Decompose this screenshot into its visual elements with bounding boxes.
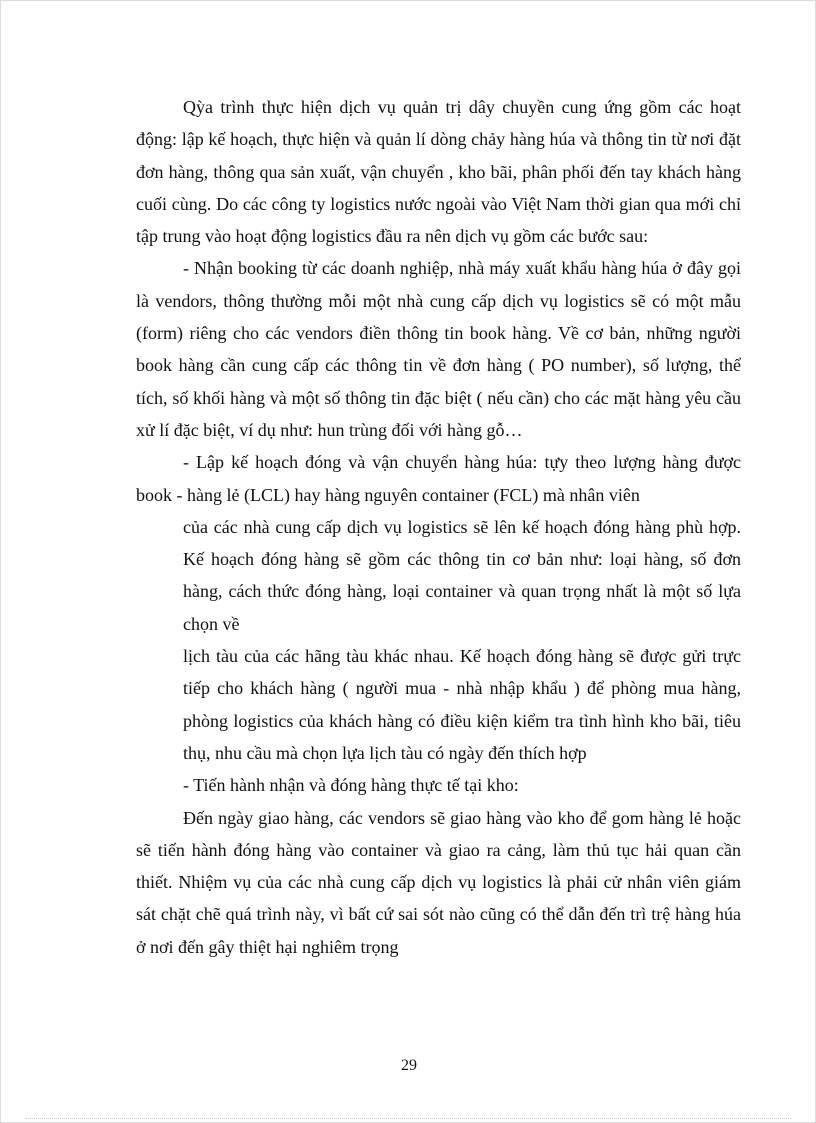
paragraph-delivery: Đến ngày giao hàng, các vendors sẽ giao hàng vào kho để gom hàng lẻ hoặc sẽ tiến hành đóng hàng vào container và giao ra cảng, làm thủ tục hải quan cần thiết. Nhiệm vụ của các nhà cung cấp dịch vụ logistics là phải cử nhân viên giám sát chặt chẽ quá trình này, vì bất cứ sai sót nào cũng có thể dẫn đến trì trệ hàng húa ở nơi đến gây thiệt hại nghiêm trọng: [136, 807, 741, 957]
page-number: 29: [401, 1057, 417, 1074]
paragraph-planning-step: - Lập kế hoạch đóng và vận chuyển hàng húa: tựy theo lượng hàng được book - hàng lẻ (LCL) hay hàng nguyên container (FCL) mà nhân viên: [136, 452, 741, 505]
paragraph-planning-continued: của các nhà cung cấp dịch vụ logistics sẽ lên kế hoạch đóng hàng phù hợp. Kế hoạch đóng hàng sẽ gồm các thông tin cơ bản như: loại hàng, số đơn hàng, cách thức đóng hàng, loại container và quan trọng nhất là một số lựa chọn về: [183, 516, 741, 634]
paragraph-supply-chain-intro: Qỳa trình thực hiện dịch vụ quản trị dây chuyền cung ứng gồm các hoạt động: lập kế hoạch, thực hiện và quản lí dòng chảy hàng húa và thông tin từ nơi đặt đơn hàng, thông qua sản xuất, vận chuyển , kho bãi, phân phối đến tay khách hàng cuối cùng. Do các công ty logistics nước ngoài vào Việt Nam thời gian qua mới chỉ tập trung vào hoạt động logistics đầu ra nên dịch vụ gồm các bước sau:: [136, 97, 741, 247]
paragraph-warehouse-step: - Tiến hành nhận và đóng hàng thực tế tại kho:: [183, 775, 519, 796]
paragraph-schedule: lịch tàu của các hãng tàu khác nhau. Kế hoạch đóng hàng sẽ được gửi trực tiếp cho khách hàng ( người mua - nhà nhập khẩu ) để phòng mua hàng, phòng logistics của khách hàng có điều kiện kiểm tra tình hình kho bãi, tiêu thụ, nhu cầu mà chọn lựa lịch tàu có ngày đến thích hợp: [183, 646, 741, 763]
paragraph-booking-step: - Nhận booking từ các doanh nghiệp, nhà máy xuất khẩu hàng húa ở đây gọi là vendors, thông thường mỗi một nhà cung cấp dịch vụ logistics sẽ có một mẫu (form) riêng cho các vendors điền thông tin book hàng. Về cơ bản, những người book hàng cần cung cấp các thông tin về đơn hàng ( PO number), số lượng, thể tích, số khối hàng và một số thông tin đặc biệt ( nếu cần) cho các mặt hàng yêu cầu xử lí đặc biệt, ví dụ như: hun trùng đối với hàng gỗ…: [136, 258, 741, 440]
page-bottom-divider: [25, 1118, 791, 1119]
body-text: [136, 91, 741, 963]
